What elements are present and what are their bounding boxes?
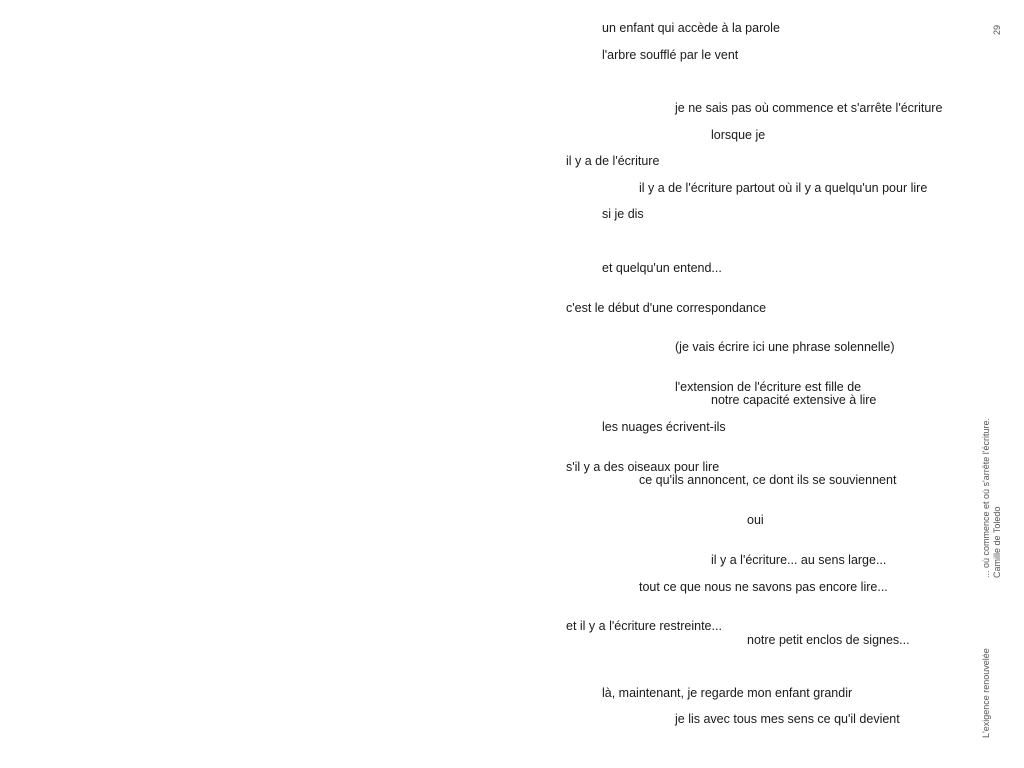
- poem-line: c'est le début d'une correspondance: [566, 301, 767, 315]
- poem-line: ce qu'ils annoncent, ce dont ils se souviennent: [639, 473, 897, 487]
- poem-line: les nuages écrivent-ils: [602, 420, 726, 434]
- poem-line: je lis avec tous mes sens ce qu'il devient: [675, 712, 900, 726]
- author-name: Camille de Toledo: [992, 506, 1002, 578]
- poem-line: (je vais écrire ici une phrase solennelle): [675, 340, 895, 354]
- chapter-title: ... où commence et où s'arrête l'écriture.: [981, 417, 991, 578]
- poem-line: notre petit enclos de signes...: [747, 633, 910, 647]
- poem-line: si je dis: [602, 207, 644, 221]
- poem-line: je ne sais pas où commence et s'arrête l'écriture: [675, 101, 943, 115]
- poem-line: il y a de l'écriture: [566, 154, 660, 168]
- poem-line: l'arbre soufflé par le vent: [602, 48, 739, 62]
- poem-line: il y a de l'écriture partout où il y a quelqu'un pour lire: [639, 181, 928, 195]
- poem-line: et il y a l'écriture restreinte...: [566, 619, 722, 633]
- poem-line: là, maintenant, je regarde mon enfant grandir: [602, 686, 853, 700]
- poem-line: et quelqu'un entend...: [602, 261, 722, 275]
- book-title: L'exigence renouvelée: [981, 648, 991, 738]
- poem-line: l'extension de l'écriture est fille de: [675, 380, 862, 394]
- poem-line: oui: [747, 513, 764, 527]
- page-number: 29: [992, 24, 1002, 35]
- poem-line: il y a l'écriture... au sens large...: [711, 553, 887, 567]
- poem-line: notre capacité extensive à lire: [711, 393, 877, 407]
- poem-line: un enfant qui accède à la parole: [602, 21, 780, 35]
- poem-line: lorsque je: [711, 128, 766, 142]
- poem-line: s'il y a des oiseaux pour lire: [566, 460, 720, 474]
- poem-line: tout ce que nous ne savons pas encore lire...: [639, 580, 888, 594]
